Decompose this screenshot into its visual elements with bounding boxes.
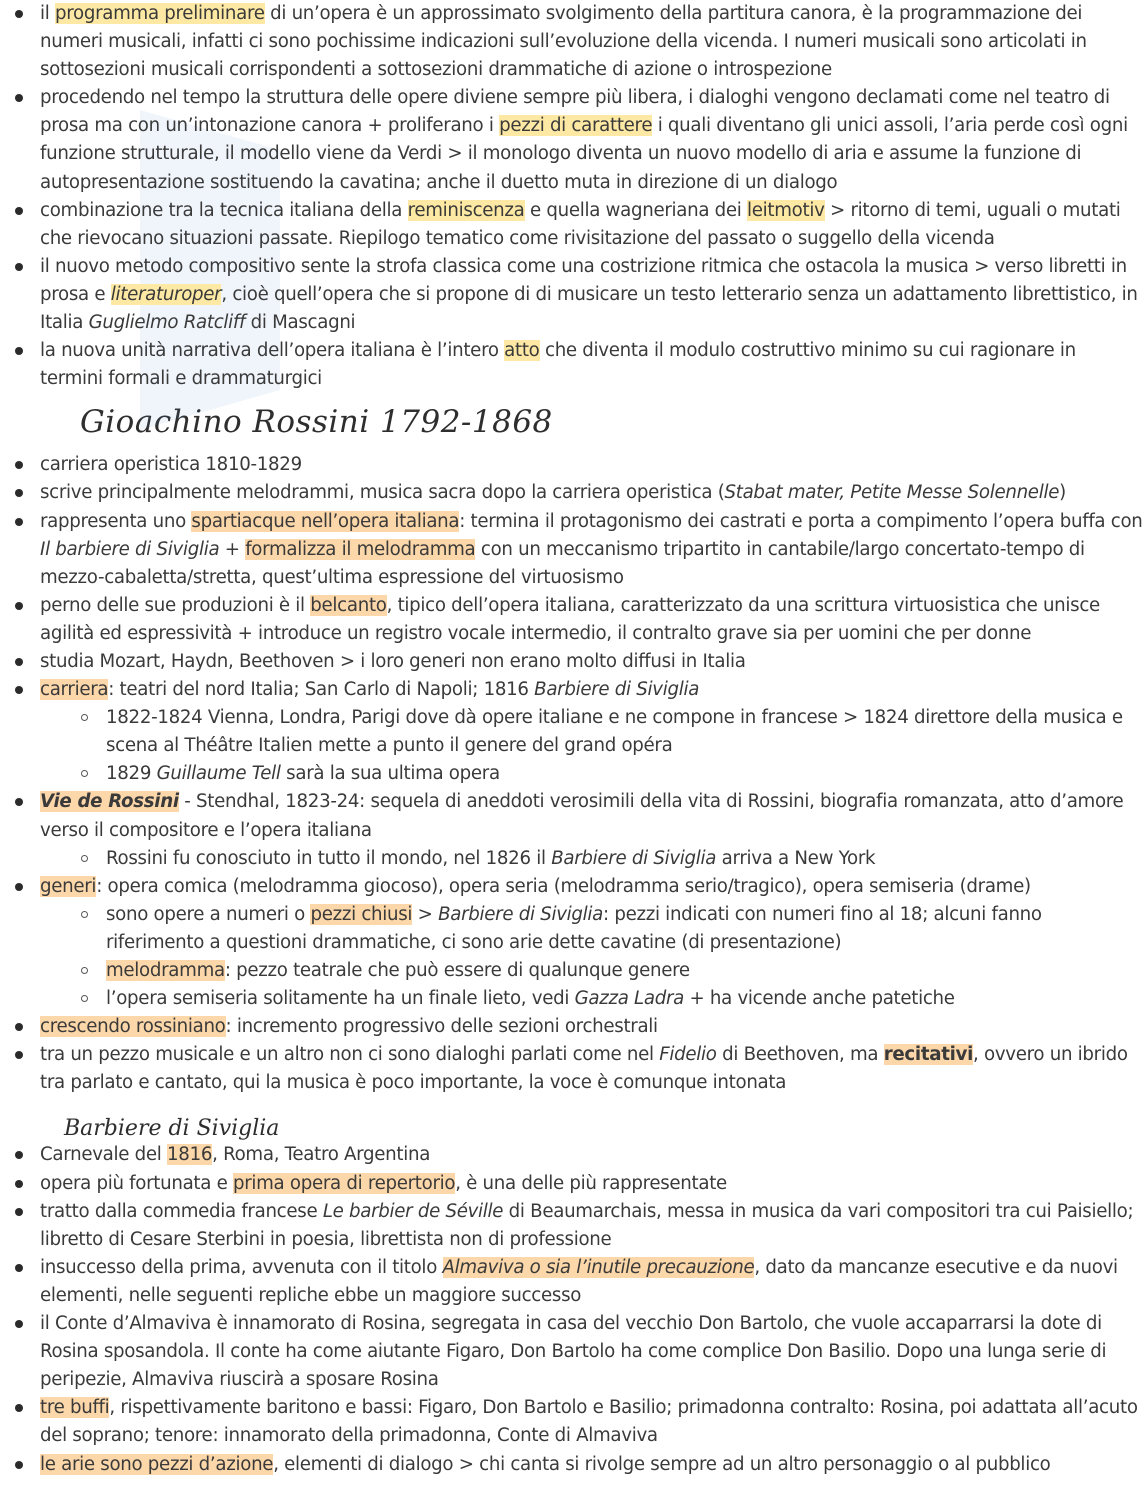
text-run: il nuovo metodo compositivo sente la strofa classica come una costrizione ritmica che ostacola la musica > verso libretti in prosa e [40, 255, 1127, 305]
list-item [0, 1013, 1148, 1041]
list-item [0, 1141, 1148, 1169]
list-item [0, 84, 1148, 196]
text-run: , Roma, Teatro Argentina [212, 1144, 431, 1166]
list-item [0, 197, 1148, 253]
text-run: + [219, 538, 246, 560]
highlighted-term: formalizza il melodramma [245, 538, 476, 560]
sub-list-item [0, 901, 1148, 957]
highlighted-term: spartiacque nell’opera italiana [191, 510, 460, 532]
emphasis-text: Barbiere di Siviglia [534, 679, 700, 701]
highlighted-term: melodramma [106, 960, 225, 981]
emphasis-text: Guglielmo Ratcliff [88, 312, 246, 334]
highlighted-term: belcanto [310, 594, 387, 616]
list-item [0, 873, 1148, 901]
text-run: che diventa il modulo costruttivo minimo su cui ragionare in termini formali e drammaturgici [40, 340, 1076, 390]
list-item [0, 788, 1148, 844]
text-run: , dato da mancanze esecutive e da nuovi elementi, nelle seguenti repliche ebbe un maggiore successo [40, 1256, 1118, 1306]
text-run: con un meccanismo tripartito in cantabile/largo concertato-tempo di mezzo-cabaletta/stretta, quest’ultima espressione del virtuosismo [40, 538, 1085, 588]
list-item [0, 1394, 1148, 1450]
text-run: , elementi di dialogo > chi canta si rivolge sempre ad un altro personaggio o al pubblico [273, 1453, 1051, 1475]
text-run: , è una delle più rappresentate [455, 1172, 727, 1194]
highlighted-term: literaturoper [110, 283, 222, 305]
highlighted-term: Almaviva o sia l’inutile precauzione [442, 1256, 755, 1278]
list-item [0, 1041, 1148, 1097]
text-run: > [412, 903, 439, 925]
text-run: il [40, 3, 55, 24]
highlighted-term: generi [40, 875, 97, 897]
text-run: carriera operistica 1810-1829 [40, 454, 302, 476]
text-run: opera più fortunata e [40, 1172, 233, 1194]
text-run: perno delle sue produzioni è il [40, 594, 311, 616]
text-run: 1829 [106, 763, 157, 785]
text-run: studia Mozart, Haydn, Beethoven > i loro generi non erano molto diffusi in Italia [40, 650, 746, 672]
text-run: sono opere a numeri o [106, 903, 311, 925]
text-run: Rossini fu conosciuto in tutto il mondo, nel 1826 il [106, 847, 552, 869]
text-run: tra un pezzo musicale e un altro non ci sono dialoghi parlati come nel [40, 1044, 660, 1066]
text-run: l’opera semiseria solitamente ha un finale lieto, vedi [106, 988, 575, 1010]
emphasis-text: Le barbier de Séville [322, 1200, 504, 1222]
highlighted-term: prima opera di repertorio [232, 1172, 456, 1194]
text-run: tratto dalla commedia francese [40, 1200, 323, 1222]
text-run: 1822-1824 Vienna, Londra, Parigi dove dà opere italiane e ne compone in francese > 1824 direttore della musica e scena al Théâtre Italien mette a punto il genere del grand opéra [106, 707, 1123, 757]
text-run: ) [1059, 482, 1066, 504]
emphasis-text: Stabat mater, Petite Messe Solennelle [724, 482, 1060, 504]
list-item [0, 676, 1148, 704]
emphasis-text: Barbiere di Siviglia [551, 847, 717, 869]
highlighted-term: 1816 [167, 1144, 213, 1166]
emphasis-text: Guillaume Tell [156, 763, 281, 785]
text-run: : pezzi indicati con numeri fino al 18; alcuni fanno riferimento a questioni drammatiche, ci sono arie dette cavatine (di presentazione) [106, 903, 1042, 953]
text-run: : teatri del nord Italia; San Carlo di Napoli; 1816 [108, 679, 535, 701]
text-run: , tipico dell’opera italiana, caratterizzato da una scrittura virtuosistica che unisce agilità ed espressività + introduce un registro vocale intermedio, il contralto grave sia per uomini che per donne [40, 594, 1100, 644]
text-run: il Conte d’Almaviva è innamorato di Rosina, segregata in casa del vecchio Don Bartolo, che vuole accaparrarsi la dote di Rosina sposandola. Il conte ha come aiutante Figaro, Don Bartolo ha come complice Don Basilio. Dopo una lunga serie di peripezie, Almaviva riuscirà a sposare Rosina [40, 1313, 1107, 1391]
text-run: : termina il protagonismo dei castrati e porta a compimento l’opera buffa con [459, 510, 1143, 532]
highlighted-term: reminiscenza [407, 199, 525, 221]
text-run: di Beaumarchais, messa in musica da vari compositori tra cui Paisiello; libretto di Cesare Sterbini in poesia, librettista non di professione [40, 1200, 1134, 1250]
sub-list-item [0, 760, 1148, 788]
highlighted-term: Vie de Rossini [40, 791, 179, 813]
text-run: sarà la sua ultima opera [280, 763, 500, 785]
text-run: Carnevale del [40, 1144, 168, 1166]
text-run: i quali diventano gli unici assoli, l’aria perde così ogni funzione strutturale, il modello viene da Verdi > il monologo diventa un nuovo modello di aria e assume la funzione di autopresentazione sostituendo la cavatina; anche il duetto muta in direzione di un dialogo [40, 115, 1128, 193]
text-run: la nuova unità narrativa dell’opera italiana è l’intero [40, 340, 505, 362]
list-item [0, 0, 1148, 84]
list-item [0, 479, 1148, 507]
text-run: procedendo nel tempo la struttura delle opere diviene sempre più libera, i dialoghi vengono declamati come nel teatro di prosa ma con un’intonazione canora + proliferano i [40, 87, 1110, 137]
highlighted-term: pezzi di carattere [499, 115, 653, 137]
sub-list-item [0, 985, 1148, 1013]
text-run: scrive principalmente melodrammi, musica sacra dopo la carriera operistica ( [40, 482, 725, 504]
heading-barbiere: Barbiere di Siviglia [64, 1116, 280, 1142]
sub-list-item [0, 845, 1148, 873]
text-run: insuccesso della prima, avvenuta con il titolo [40, 1256, 443, 1278]
text-run: combinazione tra la tecnica italiana della [40, 199, 408, 221]
list-item [0, 1254, 1148, 1310]
text-run: : pezzo teatrale che può essere di qualunque genere [224, 960, 690, 981]
highlighted-term: carriera [40, 679, 109, 701]
emphasis-text: Gazza Ladra [574, 988, 684, 1010]
bullet-list-barbiere [0, 1141, 1148, 1478]
emphasis-text: Barbiere di Siviglia [438, 903, 604, 925]
text-run: : incremento progressivo delle sezioni orchestrali [225, 1016, 658, 1038]
text-run: di Beethoven, ma [716, 1044, 884, 1066]
bullet-list-opera [0, 0, 1148, 393]
text-run: arriva a New York [716, 847, 876, 869]
emphasis-text: Il barbiere di Siviglia [40, 538, 220, 560]
text-run: , ovvero un ibrido tra parlato e cantato, qui la musica è poco importante, la voce è comunque intonata [40, 1044, 1128, 1094]
text-run: , cioè quell’opera che si propone di di musicare un testo letterario senza un adattamento librettistico, in Italia [40, 283, 1138, 334]
text-run: > ritorno di temi, uguali o mutati che rievocano situazioni passate. Riepilogo tematico come rivisitazione del passato o suggello della vicenda [40, 199, 1121, 249]
highlighted-term: programma preliminare [55, 3, 265, 24]
list-item [0, 648, 1148, 676]
list-item [0, 592, 1148, 648]
list-item [0, 1198, 1148, 1254]
text-run: rappresenta uno [40, 510, 192, 532]
list-item [0, 508, 1148, 592]
list-item [0, 451, 1148, 479]
highlighted-term: le arie sono pezzi d’azione [40, 1453, 274, 1475]
list-item [0, 253, 1148, 337]
highlighted-term: leitmotiv [747, 199, 825, 221]
text-run: di un’opera è un approssimato svolgimento della partitura canora, è la programmazione dei numeri musicali, infatti ci sono pochissime indicazioni sull’evoluzione della vicenda. I numeri musicali sono articolati in sottosezioni musicali corrispondenti a sottosezioni drammatiche di azione o introspezione [40, 3, 1087, 81]
bullet-list-rossini [0, 451, 1148, 1097]
text-run: e quella wagneriana dei [524, 199, 748, 221]
heading-rossini: Gioachino Rossini 1792-1868 [80, 404, 553, 441]
highlighted-term: tre buffi [40, 1397, 110, 1419]
highlighted-term: atto [504, 340, 540, 362]
highlighted-term: pezzi chiusi [310, 903, 413, 925]
sub-list-item [0, 704, 1148, 760]
text-run: - Stendhal, 1823-24: sequela di aneddoti verosimili della vita di Rossini, biografia romanzata, atto d’amore verso il compositore e l’opera italiana [40, 791, 1124, 841]
list-item [0, 1170, 1148, 1198]
text-run: , rispettivamente baritono e bassi: Figaro, Don Bartolo e Basilio; primadonna contralto: Rosina, poi adattata all’acuto del soprano; tenore: innamorato della primadonna, Conte di Almaviva [40, 1397, 1138, 1447]
text-run: + ha vicende anche patetiche [683, 988, 955, 1010]
list-item [0, 1310, 1148, 1394]
list-item [0, 1451, 1148, 1479]
sub-list-item [0, 957, 1148, 985]
text-run: di Mascagni [245, 312, 356, 334]
highlighted-term: recitativi [883, 1044, 974, 1066]
text-run: : opera comica (melodramma giocoso), opera seria (melodramma serio/tragico), opera semiseria (drame) [96, 875, 1031, 897]
emphasis-text: Fidelio [659, 1044, 717, 1066]
highlighted-term: crescendo rossiniano [40, 1016, 226, 1038]
list-item [0, 337, 1148, 393]
